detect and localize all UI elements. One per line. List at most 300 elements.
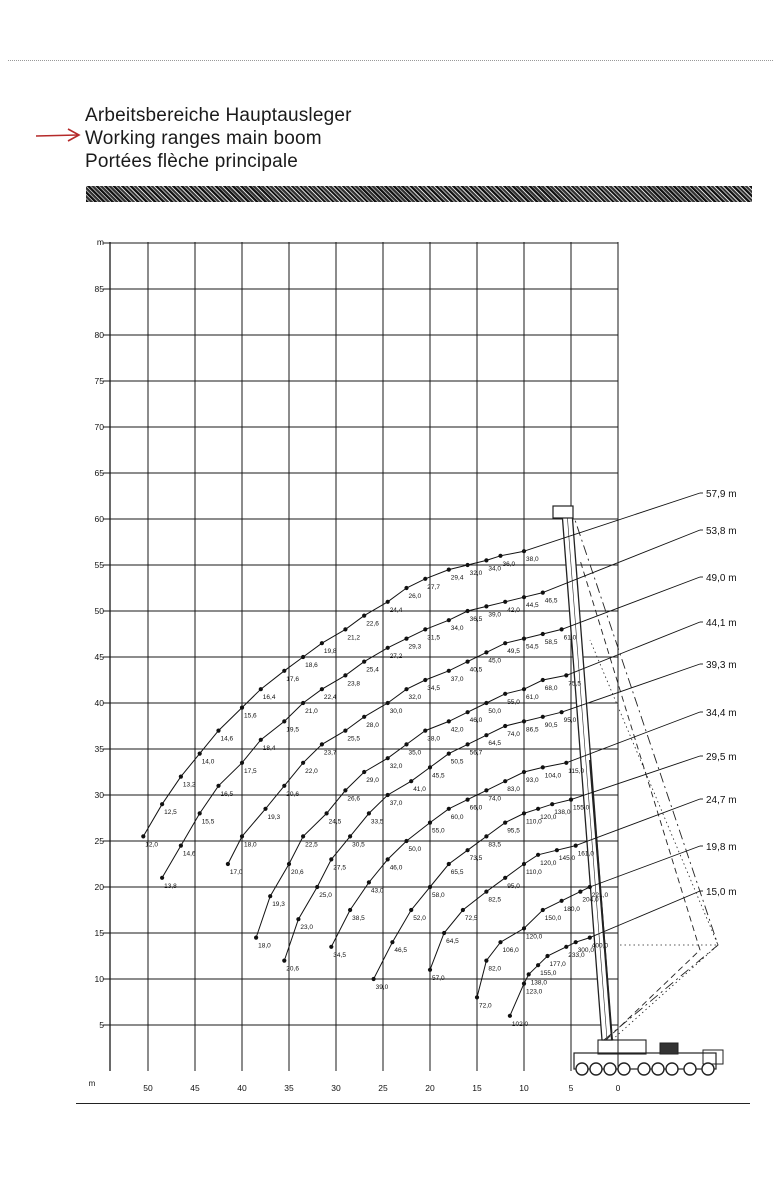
range-point (508, 1014, 512, 1018)
boom-length-label: 49,0 m (706, 573, 737, 584)
boom-length-label: 53,8 m (706, 526, 737, 537)
range-point (240, 706, 244, 710)
range-point (263, 807, 267, 811)
range-point (541, 765, 545, 769)
load-label: 19,3 (272, 901, 285, 909)
range-point (466, 742, 470, 746)
range-point (254, 936, 258, 940)
load-label: 161,0 (577, 850, 594, 858)
range-point (574, 940, 578, 944)
load-label: 29,3 (408, 643, 422, 651)
range-point (386, 857, 390, 861)
boom-leader-line (563, 622, 700, 675)
load-label: 23,7 (323, 749, 337, 757)
load-label: 300,0 (577, 947, 594, 955)
range-point (282, 669, 286, 673)
load-label: 19,5 (286, 726, 299, 734)
load-label: 66,0 (469, 804, 483, 812)
load-label: 177,0 (549, 961, 566, 968)
y-tick-label: 80 (94, 330, 104, 340)
load-label: 38,0 (526, 556, 539, 564)
range-point (329, 857, 333, 861)
bottom-rule (76, 1103, 750, 1104)
range-point (522, 811, 526, 815)
load-label: 34,5 (427, 685, 440, 692)
range-point (522, 687, 526, 691)
boom-length-label: 15,0 m (706, 887, 737, 898)
boom-leader-line (524, 493, 700, 551)
range-point (367, 880, 371, 884)
load-label: 38,0 (427, 735, 440, 743)
load-label: 20,6 (286, 965, 299, 973)
range-point (498, 940, 502, 944)
load-label: 36,5 (469, 616, 483, 623)
load-label: 65,5 (450, 869, 464, 876)
range-point (320, 641, 324, 645)
range-point (466, 848, 470, 852)
load-label: 95,0 (507, 882, 520, 890)
crane-wheel (604, 1063, 616, 1075)
range-point (503, 692, 507, 696)
range-point (536, 963, 540, 967)
range-point (141, 834, 145, 838)
range-point (466, 609, 470, 613)
load-label: 75,5 (568, 680, 581, 688)
load-label: 50,5 (450, 758, 464, 766)
range-point (541, 678, 545, 682)
load-label: 20,6 (291, 869, 304, 876)
load-label: 46,5 (544, 597, 558, 605)
range-point (466, 563, 470, 567)
crane-wheel (652, 1063, 664, 1075)
range-point (386, 646, 390, 650)
range-point (362, 770, 366, 774)
range-point (466, 710, 470, 714)
load-label: 21,0 (305, 708, 318, 715)
load-label: 23,0 (300, 924, 314, 932)
y-tick-label: 40 (94, 698, 104, 708)
load-label: 25,4 (366, 666, 379, 674)
crane-wheel (576, 1063, 588, 1075)
load-label: 74,0 (507, 731, 520, 738)
range-point (282, 719, 286, 723)
load-label: 145,0 (558, 855, 576, 863)
load-label: 95,5 (507, 827, 520, 835)
crane-illustration (553, 506, 723, 1075)
load-label: 17,0 (229, 869, 243, 876)
range-point (362, 614, 366, 618)
range-point (550, 802, 554, 806)
boom-outline-dotted (590, 640, 718, 1040)
title-german: Arbeitsbereiche Hauptausleger (85, 105, 352, 126)
load-label: 25,5 (347, 735, 361, 743)
range-point (522, 982, 526, 986)
range-point (362, 660, 366, 664)
load-label: 64,5 (446, 938, 459, 945)
range-point (545, 954, 549, 958)
range-point (404, 839, 408, 843)
range-point (301, 834, 305, 838)
range-point (423, 678, 427, 682)
load-label: 54,5 (526, 643, 539, 651)
range-point (160, 802, 164, 806)
range-point (386, 701, 390, 705)
load-label: 34,5 (333, 951, 346, 959)
range-point (296, 917, 300, 921)
y-tick-label: 70 (94, 422, 104, 432)
range-point (503, 600, 507, 604)
y-axis-unit: m (96, 237, 104, 247)
range-point (442, 931, 446, 935)
load-label: 16,4 (262, 694, 276, 702)
range-point (522, 549, 526, 553)
range-point (578, 890, 582, 894)
range-point (466, 660, 470, 664)
x-tick-label: 5 (568, 1083, 574, 1093)
range-point (447, 862, 451, 866)
boom-length-label: 44,1 m (706, 618, 737, 629)
load-label: 37,0 (389, 800, 403, 807)
load-label: 34,0 (450, 625, 464, 633)
load-label: 22,6 (366, 620, 379, 628)
load-label: 25,0 (319, 892, 332, 899)
crane-wheel (618, 1063, 630, 1075)
load-label: 204,0 (582, 896, 599, 904)
y-tick-label: 30 (94, 790, 104, 800)
range-point (226, 862, 230, 866)
range-point (329, 945, 333, 949)
load-label: 56,7 (469, 749, 483, 757)
range-point (447, 719, 451, 723)
load-label: 32,0 (408, 694, 422, 702)
load-label: 52,0 (413, 915, 426, 922)
x-tick-label: 0 (615, 1083, 621, 1093)
range-point (240, 761, 244, 765)
load-label: 19,8 (323, 648, 337, 656)
load-label: 29,4 (450, 574, 464, 582)
load-label: 27,7 (427, 583, 440, 591)
load-label: 24,4 (389, 606, 403, 614)
load-label: 72,0 (479, 1002, 492, 1010)
range-point (259, 687, 263, 691)
range-point (423, 577, 427, 581)
title-french: Portées flèche principale (85, 151, 299, 172)
load-label: 221,0 (591, 892, 609, 899)
load-label: 15,6 (244, 712, 257, 720)
load-label: 120,0 (540, 813, 557, 821)
load-label: 60,0 (450, 813, 464, 821)
crane-cab (660, 1043, 678, 1054)
range-point (536, 853, 540, 857)
load-label: 82,0 (488, 965, 502, 973)
range-point (522, 862, 526, 866)
load-label: 16,5 (220, 790, 234, 798)
load-label: 18,0 (258, 942, 271, 950)
load-label: 19,3 (267, 813, 281, 821)
load-label: 15,5 (201, 818, 215, 826)
range-point (404, 637, 408, 641)
range-point (282, 784, 286, 788)
load-label: 46,5 (394, 947, 408, 955)
range-curve-line (256, 675, 566, 937)
crane-wheel (702, 1063, 714, 1075)
y-tick-label: 55 (94, 560, 104, 570)
load-label: 110,0 (526, 818, 542, 826)
boom-length-labels (700, 489, 737, 898)
load-label: 34,0 (488, 565, 502, 573)
y-tick-label: 10 (94, 974, 104, 984)
load-label: 33,5 (370, 818, 384, 826)
load-label: 83,5 (488, 841, 502, 849)
range-point (259, 738, 263, 742)
range-point (522, 719, 526, 723)
range-point (404, 687, 408, 691)
load-label: 21,2 (347, 634, 361, 642)
range-point (564, 945, 568, 949)
x-axis-unit: m (88, 1079, 96, 1088)
range-point (503, 779, 507, 783)
load-label: 86,5 (526, 726, 539, 734)
range-point (484, 650, 488, 654)
range-point (461, 908, 465, 912)
load-label: 102,0 (511, 1020, 529, 1028)
range-point (447, 568, 451, 572)
load-label: 36,0 (502, 560, 516, 568)
load-label: 120,0 (540, 859, 557, 867)
range-point (343, 627, 347, 631)
load-label: 50,0 (488, 708, 502, 715)
load-label: 120,0 (526, 933, 543, 941)
range-point (348, 834, 352, 838)
load-label: 29,0 (366, 777, 379, 784)
boom-length-label: 19,8 m (706, 842, 737, 853)
boom-length-label: 34,4 m (706, 708, 737, 719)
load-label: 23,8 (347, 680, 361, 688)
load-label: 14,0 (201, 758, 215, 766)
range-point (503, 724, 507, 728)
load-label: 44,5 (526, 602, 539, 610)
load-label: 73,5 (469, 855, 483, 863)
load-label: 55,0 (507, 698, 520, 706)
range-point (428, 968, 432, 972)
load-label: 61,0 (563, 634, 577, 642)
range-point (315, 885, 319, 889)
y-tick-label: 50 (94, 606, 104, 616)
range-point (527, 972, 531, 976)
range-point (541, 715, 545, 719)
range-point (343, 729, 347, 733)
y-tick-label: 65 (94, 468, 104, 478)
load-label: 14,6 (182, 850, 196, 858)
crane-wheel (638, 1063, 650, 1075)
range-point (503, 876, 507, 880)
load-label: 13,8 (164, 882, 177, 890)
y-tick-label: 5 (99, 1020, 104, 1030)
x-tick-label: 30 (331, 1083, 341, 1093)
range-point (198, 811, 202, 815)
range-point (404, 586, 408, 590)
crane-front-cab (703, 1050, 723, 1064)
x-tick-label: 15 (472, 1083, 482, 1093)
range-point (198, 752, 202, 756)
load-label: 26,0 (408, 593, 422, 600)
load-label: 28,0 (366, 721, 379, 729)
load-label: 46,0 (469, 717, 483, 725)
range-point (301, 701, 305, 705)
range-point (484, 733, 488, 737)
range-point (268, 894, 272, 898)
load-label: 90,5 (544, 721, 558, 729)
range-point (367, 811, 371, 815)
range-point (240, 834, 244, 838)
load-label: 43,0 (370, 887, 384, 895)
load-label: 57,0 (432, 974, 445, 982)
load-label: 106,0 (502, 947, 519, 955)
range-point (320, 687, 324, 691)
load-label: 39,0 (488, 611, 502, 619)
load-label: 32,0 (389, 763, 403, 771)
range-point (179, 775, 183, 779)
load-label: 400,0 (591, 942, 609, 950)
x-tick-label: 50 (143, 1083, 153, 1093)
x-tick-label: 25 (378, 1083, 388, 1093)
boom-head (553, 506, 573, 518)
load-label: 27,5 (333, 864, 346, 872)
load-label: 150,0 (544, 915, 562, 922)
boom-length-label: 39,3 m (706, 660, 737, 671)
load-label: 32,0 (469, 570, 483, 577)
load-label: 50,0 (408, 846, 422, 853)
range-point (428, 765, 432, 769)
range-point (428, 821, 432, 825)
y-tick-label: 75 (94, 376, 104, 386)
load-label: 68,0 (544, 685, 558, 692)
y-tick-label: 25 (94, 836, 104, 846)
load-label: 138,0 (554, 809, 571, 817)
range-point (320, 742, 324, 746)
load-label: 82,5 (488, 896, 502, 904)
range-point (423, 627, 427, 631)
load-label: 104,0 (544, 772, 562, 780)
range-point (160, 876, 164, 880)
crane-superstructure (598, 1040, 646, 1054)
range-point (447, 807, 451, 811)
range-curve-9 (475, 846, 700, 1009)
range-point (555, 848, 559, 852)
axes (89, 237, 621, 1093)
range-point (390, 940, 394, 944)
load-label: 58,0 (432, 892, 445, 899)
load-label: 55,0 (432, 827, 445, 835)
range-point (560, 710, 564, 714)
y-tick-label: 15 (94, 928, 104, 938)
load-label: 95,0 (563, 717, 577, 725)
boom-length-label: 57,9 m (706, 489, 737, 500)
load-label: 61,0 (526, 694, 539, 702)
range-point (179, 844, 183, 848)
load-label: 74,0 (488, 795, 502, 803)
boom-leader-line (562, 577, 700, 629)
load-label: 72,5 (464, 915, 478, 922)
x-tick-label: 35 (284, 1083, 294, 1093)
range-point (343, 673, 347, 677)
range-point (372, 977, 376, 981)
range-curves (141, 493, 700, 1028)
load-label: 31,5 (427, 634, 440, 642)
range-point (503, 821, 507, 825)
y-tick-label: 45 (94, 652, 104, 662)
y-tick-label: 20 (94, 882, 104, 892)
range-point (404, 742, 408, 746)
range-point (386, 600, 390, 604)
range-point (301, 655, 305, 659)
load-label: 46,0 (389, 864, 403, 872)
crane-wheel (666, 1063, 678, 1075)
load-label: 17,6 (286, 675, 299, 683)
load-label: 20,6 (286, 790, 299, 798)
range-point (428, 885, 432, 889)
range-point (560, 899, 564, 903)
load-label: 155,0 (573, 804, 590, 812)
range-point (386, 756, 390, 760)
load-label: 17,5 (244, 767, 257, 775)
range-point (447, 618, 451, 622)
load-label: 138,0 (530, 979, 547, 987)
range-point (362, 715, 366, 719)
range-point (484, 959, 488, 963)
load-label: 30,0 (389, 708, 403, 715)
load-label: 12,0 (145, 841, 158, 849)
x-tick-label: 45 (190, 1083, 200, 1093)
range-point (503, 641, 507, 645)
load-label: 37,0 (450, 675, 464, 683)
load-label: 30,5 (352, 841, 365, 849)
load-label: 22,5 (305, 841, 318, 849)
load-label: 14,6 (220, 735, 234, 743)
load-label: 22,0 (305, 767, 318, 775)
load-label: 26,6 (347, 795, 361, 803)
range-point (216, 729, 220, 733)
x-tick-label: 20 (425, 1083, 435, 1093)
load-label: 42,0 (450, 726, 464, 734)
load-label: 110,0 (526, 869, 542, 876)
range-point (466, 798, 470, 802)
range-point (522, 595, 526, 599)
range-point (386, 793, 390, 797)
load-label: 27,2 (389, 652, 403, 660)
range-point (541, 632, 545, 636)
y-tick-label: 85 (94, 284, 104, 294)
load-label: 40,5 (469, 666, 483, 674)
main-boom-centerline (567, 512, 607, 1040)
load-label: 18,0 (244, 841, 257, 849)
load-label: 115,0 (568, 767, 585, 775)
range-point (287, 862, 291, 866)
grid (103, 242, 618, 1071)
load-label: 155,0 (540, 970, 557, 978)
y-tick-label: 60 (94, 514, 104, 524)
boom-leader-line (590, 846, 700, 887)
load-label: 58,5 (544, 639, 558, 646)
load-label: 12,5 (164, 809, 177, 817)
range-point (522, 770, 526, 774)
range-point (484, 604, 488, 608)
load-label: 18,6 (305, 662, 318, 669)
boom-length-label: 29,5 m (706, 752, 737, 763)
range-point (216, 784, 220, 788)
load-label: 24,5 (328, 818, 342, 826)
range-point (409, 779, 413, 783)
